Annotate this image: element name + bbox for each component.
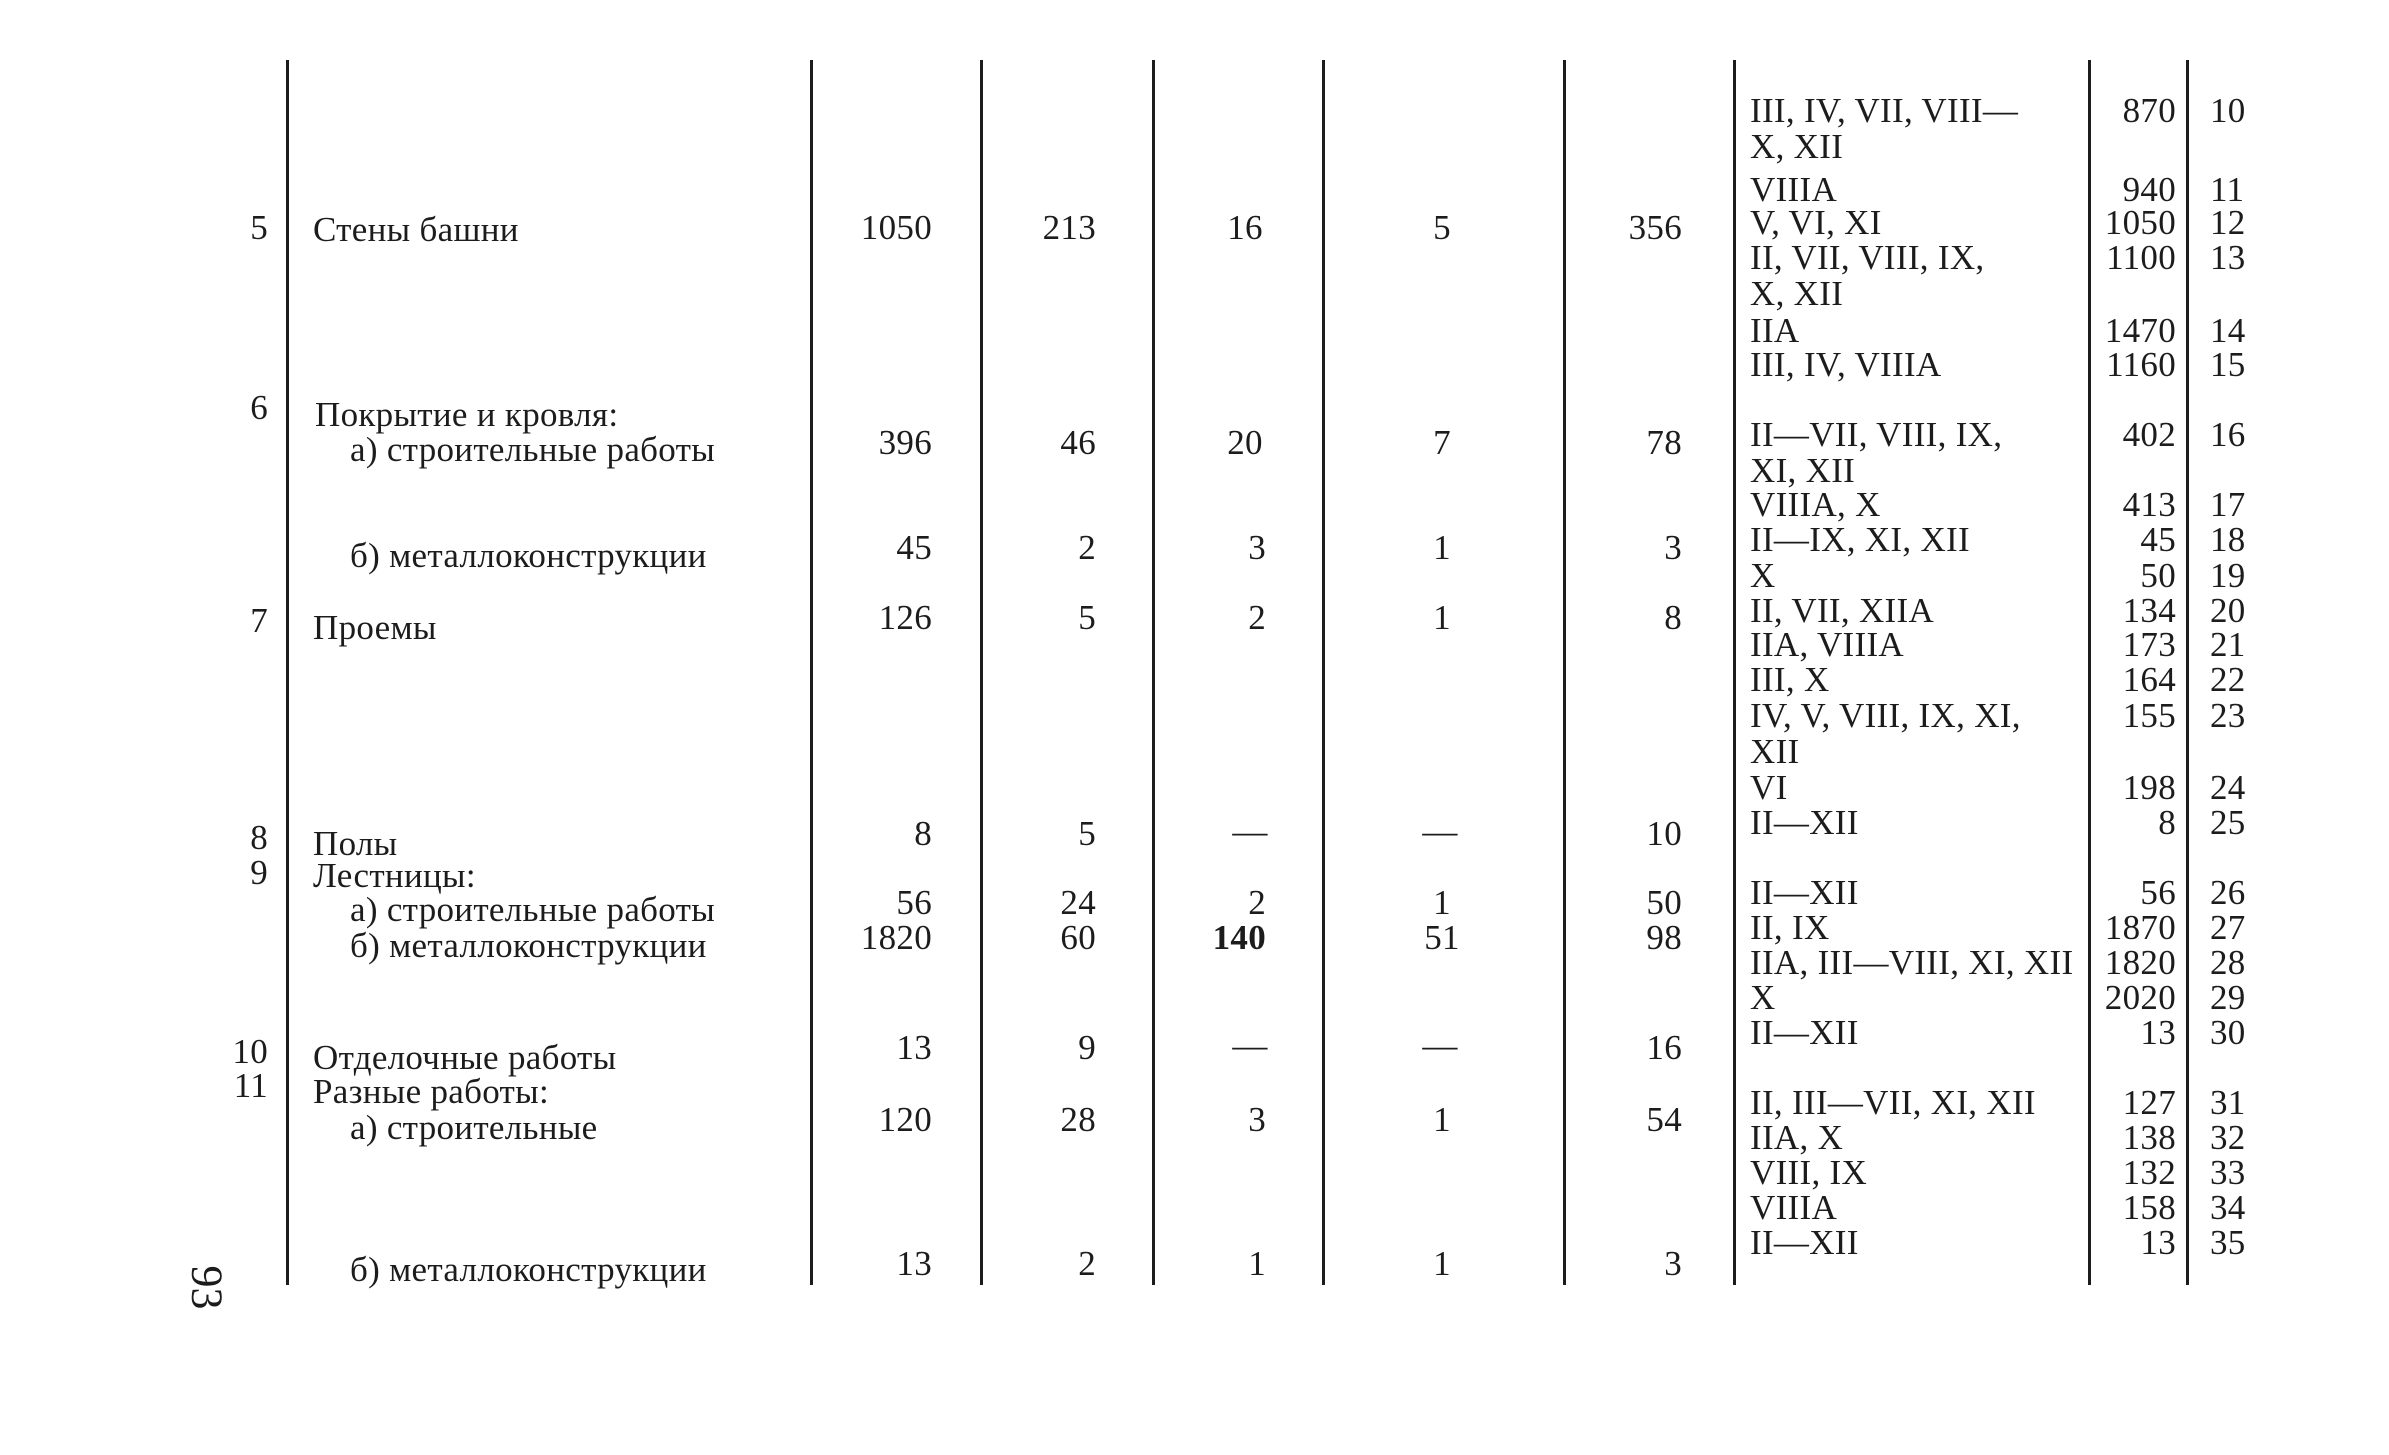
region-value: 127 <box>2122 1083 2176 1122</box>
row-label: Полы <box>313 824 398 863</box>
row-index: 16 <box>2210 415 2246 454</box>
cell-value: 50 <box>1646 883 1682 922</box>
row-index: 12 <box>2210 203 2246 242</box>
row-index: 32 <box>2210 1118 2246 1157</box>
row-index: 26 <box>2210 873 2246 912</box>
region-text: IIA <box>1750 311 1800 350</box>
region-text: VIIIA <box>1750 170 1838 209</box>
row-index: 13 <box>2210 238 2246 277</box>
row-index: 34 <box>2210 1188 2246 1227</box>
region-text: II—IX, XI, XII <box>1750 520 1970 559</box>
region-value: 1470 <box>2104 311 2176 350</box>
cell-value: 1820 <box>860 918 932 957</box>
region-value: 164 <box>2122 660 2176 699</box>
page-number: 93 <box>182 1265 232 1310</box>
region-value: 198 <box>2122 768 2176 807</box>
row-label: Покрытие и кровля: <box>315 395 619 434</box>
cell-value: 9 <box>1078 1028 1096 1067</box>
row-label: Проемы <box>313 608 437 647</box>
cell-value: — <box>1232 812 1268 851</box>
cell-value: 120 <box>878 1100 932 1139</box>
column-rule <box>980 60 983 1285</box>
row-index: 15 <box>2210 345 2246 384</box>
region-text: VI <box>1750 768 1788 807</box>
row-index: 35 <box>2210 1223 2246 1262</box>
cell-value: 3 <box>1664 528 1682 567</box>
cell-value: 3 <box>1248 1100 1266 1139</box>
region-value: 56 <box>2140 873 2176 912</box>
region-text: IIA, VIIIA <box>1750 625 1904 664</box>
region-value: 158 <box>2122 1188 2176 1227</box>
row-index: 10 <box>2210 91 2246 130</box>
cell-value: 45 <box>896 528 932 567</box>
row-index: 14 <box>2210 311 2246 350</box>
row-index: 27 <box>2210 908 2246 947</box>
row-index: 20 <box>2210 591 2246 630</box>
region-value: 134 <box>2122 591 2176 630</box>
row-index: 31 <box>2210 1083 2246 1122</box>
region-value: 1050 <box>2104 203 2176 242</box>
column-rule <box>286 60 289 1285</box>
cell-value: 140 <box>1212 918 1266 957</box>
region-text: II—XII <box>1750 1223 1859 1262</box>
region-text: VIII, IX <box>1750 1153 1868 1192</box>
column-rule <box>2186 60 2189 1285</box>
cell-value: 13 <box>896 1028 932 1067</box>
cell-value: 54 <box>1646 1100 1682 1139</box>
row-label: Отделочные работы <box>313 1038 617 1077</box>
column-rule <box>1563 60 1566 1285</box>
cell-value: 46 <box>1060 423 1096 462</box>
cell-value: 356 <box>1628 208 1682 247</box>
row-label: б) металлоконструкции <box>350 1250 707 1289</box>
row-label: б) металлоконструкции <box>350 536 707 575</box>
cell-value: 1 <box>1433 1244 1451 1283</box>
row-label: Разные работы: <box>313 1072 549 1111</box>
cell-value: 13 <box>896 1244 932 1283</box>
region-value: 1820 <box>2104 943 2176 982</box>
region-text: III, IV, VII, VIII— <box>1750 91 2019 130</box>
region-value: 13 <box>2140 1223 2176 1262</box>
row-index: 24 <box>2210 768 2246 807</box>
region-value: 2020 <box>2104 978 2176 1017</box>
row-number: 11 <box>233 1066 268 1105</box>
row-label: Лестницы: <box>313 856 476 895</box>
region-value: 155 <box>2122 696 2176 735</box>
region-value: 413 <box>2122 485 2176 524</box>
row-index: 29 <box>2210 978 2246 1017</box>
cell-value: — <box>1422 1026 1458 1065</box>
cell-value: 3 <box>1664 1244 1682 1283</box>
region-value: 13 <box>2140 1013 2176 1052</box>
cell-value: — <box>1422 812 1458 851</box>
region-text: X, XII <box>1750 274 1844 313</box>
cell-value: 213 <box>1042 208 1096 247</box>
region-text: X <box>1750 978 1776 1017</box>
region-text: II—XII <box>1750 873 1859 912</box>
cell-value: 3 <box>1248 528 1266 567</box>
cell-value: 78 <box>1646 423 1682 462</box>
cell-value: 7 <box>1433 423 1451 462</box>
cell-value: 2 <box>1248 598 1266 637</box>
region-text: II, VII, VIII, IX, <box>1750 238 1985 277</box>
column-rule <box>810 60 813 1285</box>
cell-value: 16 <box>1646 1028 1682 1067</box>
region-text: XI, XII <box>1750 451 1856 490</box>
cell-value: 16 <box>1227 208 1263 247</box>
row-index: 17 <box>2210 485 2246 524</box>
column-rule <box>1152 60 1155 1285</box>
region-value: 45 <box>2140 520 2176 559</box>
cell-value: 8 <box>1664 598 1682 637</box>
row-label: а) строительные работы <box>350 890 716 929</box>
region-text: IIA, X <box>1750 1118 1844 1157</box>
region-text: III, X <box>1750 660 1830 699</box>
cell-value: 20 <box>1227 423 1263 462</box>
row-index: 33 <box>2210 1153 2246 1192</box>
column-rule <box>1733 60 1736 1285</box>
row-index: 18 <box>2210 520 2246 559</box>
row-index: 25 <box>2210 803 2246 842</box>
region-text: V, VI, XI <box>1750 203 1882 242</box>
row-index: 22 <box>2210 660 2246 699</box>
row-number: 8 <box>250 818 268 857</box>
row-number: 6 <box>250 388 268 427</box>
region-text: X <box>1750 556 1776 595</box>
region-text: II, III—VII, XI, XII <box>1750 1083 2036 1122</box>
region-text: II, VII, XIIA <box>1750 591 1935 630</box>
region-value: 50 <box>2140 556 2176 595</box>
row-number: 7 <box>250 601 268 640</box>
region-value: 402 <box>2122 415 2176 454</box>
region-text: II—VII, VIII, IX, <box>1750 415 2003 454</box>
cell-value: 1050 <box>860 208 932 247</box>
row-index: 23 <box>2210 696 2246 735</box>
region-value: 132 <box>2122 1153 2176 1192</box>
cell-value: 51 <box>1424 918 1460 957</box>
row-label: Стены башни <box>313 210 519 249</box>
row-index: 28 <box>2210 943 2246 982</box>
row-number: 9 <box>250 853 268 892</box>
cell-value: 24 <box>1060 883 1096 922</box>
cell-value: 60 <box>1060 918 1096 957</box>
row-index: 21 <box>2210 625 2246 664</box>
cell-value: 5 <box>1078 814 1096 853</box>
region-value: 870 <box>2122 91 2176 130</box>
region-text: VIIIA, X <box>1750 485 1881 524</box>
region-text: X, XII <box>1750 127 1844 166</box>
region-text: XII <box>1750 732 1800 771</box>
cell-value: 5 <box>1433 208 1451 247</box>
cell-value: 1 <box>1433 1100 1451 1139</box>
region-value: 1160 <box>2106 345 2176 384</box>
region-value: 940 <box>2122 170 2176 209</box>
row-number: 10 <box>232 1032 268 1071</box>
row-index: 30 <box>2210 1013 2246 1052</box>
region-text: III, IV, VIIIA <box>1750 345 1942 384</box>
cell-value: 10 <box>1646 814 1682 853</box>
region-value: 8 <box>2158 803 2176 842</box>
region-text: IIA, III—VIII, XI, XII <box>1750 943 2074 982</box>
row-label: а) строительные <box>350 1108 598 1147</box>
cell-value: — <box>1232 1026 1268 1065</box>
region-text: II—XII <box>1750 1013 1859 1052</box>
region-text: II, IX <box>1750 908 1830 947</box>
column-rule <box>2088 60 2091 1285</box>
cell-value: 1 <box>1433 528 1451 567</box>
row-index: 19 <box>2210 556 2246 595</box>
region-text: IV, V, VIII, IX, XI, <box>1750 696 2021 735</box>
region-text: II—XII <box>1750 803 1859 842</box>
cell-value: 2 <box>1248 883 1266 922</box>
region-text: VIIIA <box>1750 1188 1838 1227</box>
cell-value: 98 <box>1646 918 1682 957</box>
row-label: а) строительные работы <box>350 430 716 469</box>
cell-value: 5 <box>1078 598 1096 637</box>
cell-value: 8 <box>914 814 932 853</box>
cell-value: 2 <box>1078 528 1096 567</box>
region-value: 1100 <box>2106 238 2176 277</box>
cell-value: 28 <box>1060 1100 1096 1139</box>
cell-value: 1 <box>1433 598 1451 637</box>
cell-value: 2 <box>1078 1244 1096 1283</box>
cell-value: 1 <box>1248 1244 1266 1283</box>
region-value: 138 <box>2122 1118 2176 1157</box>
cell-value: 396 <box>878 423 932 462</box>
row-label: б) металлоконструкции <box>350 926 707 965</box>
cell-value: 1 <box>1433 883 1451 922</box>
row-number: 5 <box>250 208 268 247</box>
cell-value: 56 <box>896 883 932 922</box>
row-index: 11 <box>2210 170 2245 209</box>
cell-value: 126 <box>878 598 932 637</box>
region-value: 173 <box>2122 625 2176 664</box>
region-value: 1870 <box>2104 908 2176 947</box>
